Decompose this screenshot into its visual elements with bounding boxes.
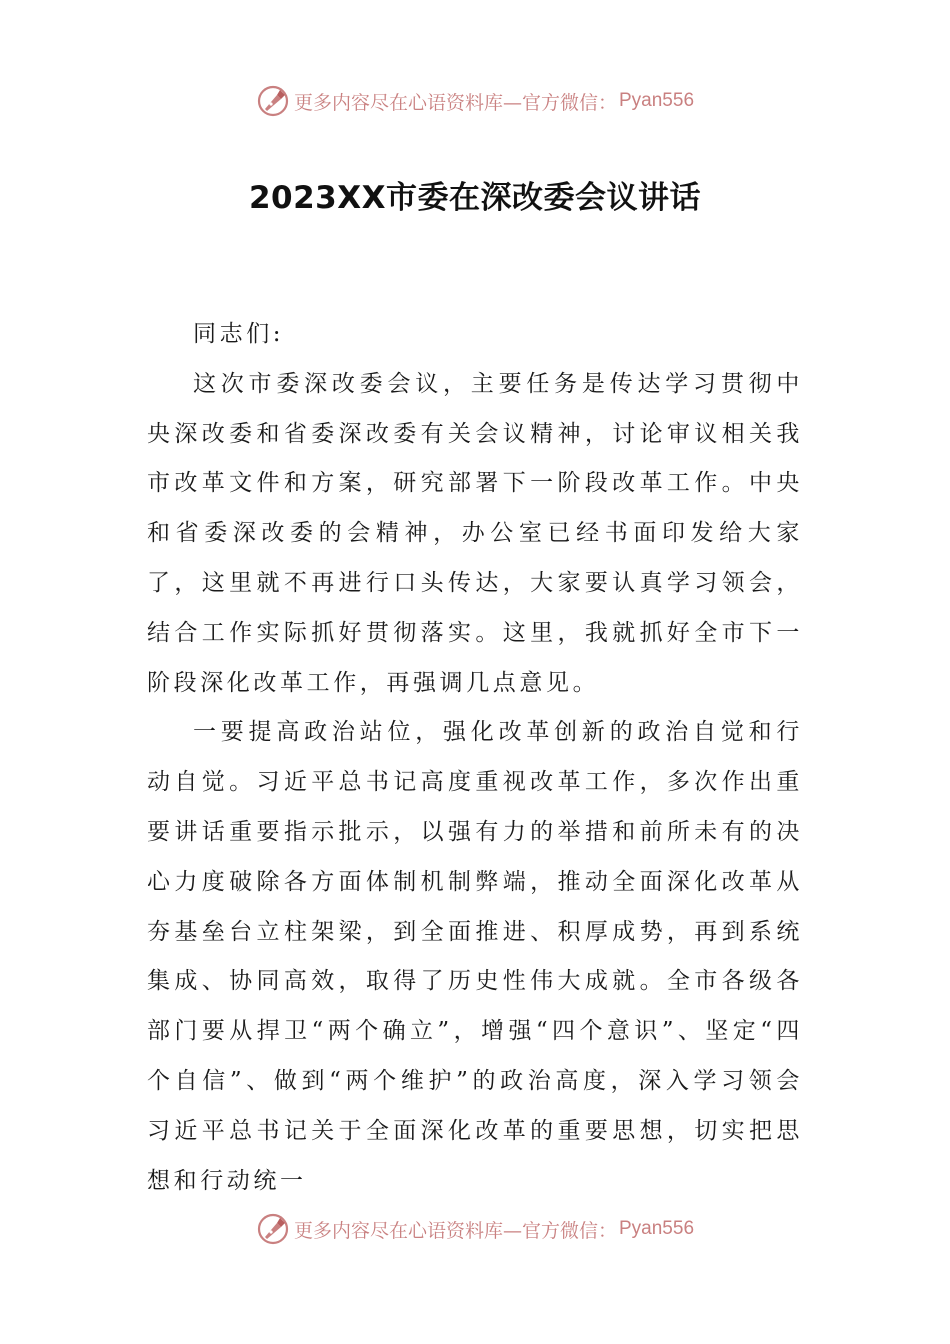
watermark-text: 更多内容尽在心语资料库—官方微信： xyxy=(293,91,617,114)
salutation-paragraph: 同志们: xyxy=(193,321,285,347)
footer-watermark xyxy=(0,1212,950,1246)
header-watermark xyxy=(0,84,950,118)
watermark-text: 更多内容尽在心语资料库—官方微信： xyxy=(293,1219,617,1242)
watermark-wechat-id: Pyan556 xyxy=(619,1218,695,1239)
watermark-wechat-id: Pyan556 xyxy=(619,90,695,111)
pen-nib-icon xyxy=(256,1212,290,1246)
document-title: 2023XX市委在深改委会议讲话 xyxy=(248,180,702,216)
document-body xyxy=(147,310,803,1206)
pen-nib-icon xyxy=(256,84,290,118)
intro-paragraph: 这次市委深改委会议，主要任务是传达学习贯彻中央深改委和省委深改委有关会议精神，讨论审议相关我市改革文件和方案，研究部署下一阶段改革工作。中央和省委深改委的会精神，办公室已经书面印发给大家了，这里就不再进行口头传达，大家要认真学习领会，结合工作实际抓好贯彻落实。这里，我就抓好全市下一阶段深化改革工作，再强调几点意见。 xyxy=(147,370,803,696)
point-one-paragraph: 一要提高政治站位，强化改革创新的政治自觉和行动自觉。习近平总书记高度重视改革工作，多次作出重要讲话重要指示批示，以强有力的举措和前所未有的决心力度破除各方面体制机制弊端，推动全面深化改革从夯基垒台立柱架梁，到全面推进、积厚成势，再到系统集成、协同高效，取得了历史性伟大成就。全市各级各部门要从捍卫“两个确立”，增强“四个意识”、坚定“四个自信”、做到“两个维护”的政治高度，深入学习领会习近平总书记关于全面深化改革的重要思想，切实把思想和行动统一 xyxy=(147,719,803,1194)
